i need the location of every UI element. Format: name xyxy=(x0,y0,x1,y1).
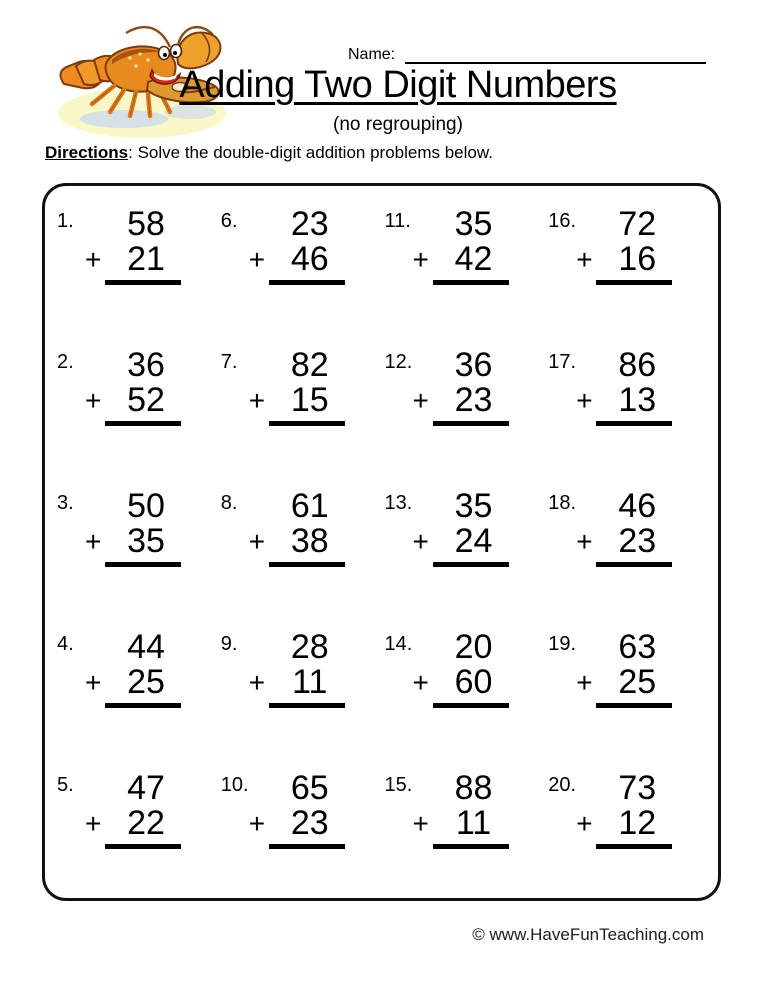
addend-bottom: 21 xyxy=(127,240,165,278)
problem-number: 11. xyxy=(384,210,411,232)
addend-bottom: 35 xyxy=(127,522,165,560)
problem-work-area xyxy=(85,769,181,849)
plus-sign: + xyxy=(85,385,102,416)
answer-line xyxy=(105,280,181,285)
page-subtitle: (no regrouping) xyxy=(333,114,463,135)
problem-work-area xyxy=(576,346,672,426)
problem-work-area xyxy=(412,487,509,567)
problem-number: 3. xyxy=(57,492,74,514)
addition-problem xyxy=(220,487,385,631)
problem-work-area xyxy=(248,487,345,567)
plus-sign: + xyxy=(248,526,266,557)
addend-top: 61 xyxy=(290,487,329,525)
plus-sign: + xyxy=(412,385,429,416)
answer-line xyxy=(596,562,672,567)
answer-line xyxy=(269,562,345,567)
addition-problem xyxy=(384,346,549,490)
problem-number: 8. xyxy=(220,492,238,514)
problem-number: 13. xyxy=(384,492,413,514)
problem-number: 10. xyxy=(220,774,249,796)
problem-work-area xyxy=(248,205,345,285)
addend-top: 50 xyxy=(127,487,165,525)
addition-problem xyxy=(220,346,385,490)
problem-number: 17. xyxy=(548,351,577,373)
addition-problem xyxy=(57,628,221,772)
answer-line xyxy=(105,562,181,567)
problem-work-area xyxy=(85,205,181,285)
plus-sign: + xyxy=(412,526,429,557)
plus-sign: + xyxy=(85,667,102,698)
addend-top: 73 xyxy=(618,769,657,807)
answer-line xyxy=(105,844,181,849)
addend-bottom: 46 xyxy=(290,240,329,278)
problem-number: 15. xyxy=(384,774,413,796)
addend-bottom: 52 xyxy=(127,381,165,419)
addend-bottom: 60 xyxy=(454,663,493,701)
addition-problem xyxy=(57,346,221,490)
problem-number: 5. xyxy=(57,774,74,796)
plus-sign: + xyxy=(576,526,593,557)
addend-bottom: 15 xyxy=(290,381,329,419)
addition-problem xyxy=(548,205,712,349)
answer-line xyxy=(269,703,345,708)
problem-work-area xyxy=(412,346,509,426)
problem-number: 18. xyxy=(548,492,577,514)
name-label: Name: xyxy=(348,46,396,63)
directions-text: : Solve the double-digit addition problems below. xyxy=(128,143,493,162)
directions-label: Directions xyxy=(45,143,129,162)
problem-number: 6. xyxy=(220,210,238,232)
addition-problem xyxy=(548,346,712,490)
answer-line xyxy=(433,844,509,849)
addend-top: 28 xyxy=(290,628,329,666)
addend-top: 63 xyxy=(618,628,657,666)
answer-line xyxy=(105,703,181,708)
addition-problem xyxy=(384,205,549,349)
directions xyxy=(45,143,493,163)
plus-sign: + xyxy=(248,244,266,275)
problem-number: 7. xyxy=(220,351,238,373)
addend-top: 58 xyxy=(127,205,165,243)
addend-top: 44 xyxy=(127,628,165,666)
addition-problem xyxy=(548,628,712,772)
plus-sign: + xyxy=(576,667,593,698)
problem-work-area xyxy=(412,205,509,285)
addend-top: 36 xyxy=(454,346,493,384)
problem-work-area xyxy=(576,487,672,567)
problem-number: 20. xyxy=(548,774,577,796)
addend-bottom: 23 xyxy=(454,381,493,419)
addend-top: 23 xyxy=(290,205,329,243)
addend-top: 82 xyxy=(290,346,329,384)
plus-sign: + xyxy=(85,526,102,557)
answer-line xyxy=(269,280,345,285)
plus-sign: + xyxy=(248,385,266,416)
addend-top: 35 xyxy=(454,205,493,243)
answer-line xyxy=(596,844,672,849)
problem-number: 9. xyxy=(220,633,238,655)
plus-sign: + xyxy=(412,808,429,839)
addend-bottom: 16 xyxy=(618,240,657,278)
addition-problem xyxy=(384,628,549,772)
problem-work-area xyxy=(85,346,181,426)
addend-bottom: 22 xyxy=(127,804,165,842)
addend-bottom: 25 xyxy=(127,663,165,701)
answer-line xyxy=(433,421,509,426)
answer-line xyxy=(433,562,509,567)
problem-number: 4. xyxy=(57,633,74,655)
addition-problem xyxy=(220,628,385,772)
addend-top: 88 xyxy=(454,769,493,807)
answer-line xyxy=(596,421,672,426)
problem-work-area xyxy=(248,346,345,426)
problems-box xyxy=(42,183,721,901)
plus-sign: + xyxy=(85,244,102,275)
plus-sign: + xyxy=(85,808,102,839)
addend-bottom: 11 xyxy=(455,804,492,842)
addition-problem xyxy=(548,769,712,913)
plus-sign: + xyxy=(248,667,266,698)
page-title: Adding Two Digit Numbers xyxy=(179,64,617,106)
problem-work-area xyxy=(576,205,672,285)
problem-work-area xyxy=(576,628,672,708)
addition-problem xyxy=(57,487,221,631)
problem-work-area xyxy=(85,628,181,708)
answer-line xyxy=(269,421,345,426)
addend-bottom: 42 xyxy=(454,240,493,278)
addend-top: 72 xyxy=(618,205,657,243)
addition-problem xyxy=(220,769,385,913)
addend-bottom: 23 xyxy=(290,804,329,842)
problem-number: 19. xyxy=(548,633,577,655)
addend-top: 47 xyxy=(127,769,165,807)
addend-bottom: 12 xyxy=(618,804,657,842)
problem-work-area xyxy=(412,769,509,849)
answer-line xyxy=(105,421,181,426)
addend-top: 65 xyxy=(290,769,329,807)
addition-problem xyxy=(220,205,385,349)
problem-number: 2. xyxy=(57,351,74,373)
addend-top: 35 xyxy=(454,487,493,525)
problem-number: 1. xyxy=(57,210,74,232)
addend-top: 46 xyxy=(618,487,657,525)
addend-bottom: 11 xyxy=(292,663,328,701)
problems-grid xyxy=(57,205,712,913)
answer-line xyxy=(433,280,509,285)
plus-sign: + xyxy=(576,244,593,275)
addend-bottom: 38 xyxy=(290,522,329,560)
addend-top: 36 xyxy=(127,346,165,384)
problem-work-area xyxy=(412,628,509,708)
addition-problem xyxy=(57,769,221,913)
plus-sign: + xyxy=(576,385,593,416)
addition-problem xyxy=(384,769,549,913)
addition-problem xyxy=(57,205,221,349)
plus-sign: + xyxy=(412,667,429,698)
answer-line xyxy=(269,844,345,849)
problem-work-area xyxy=(248,769,345,849)
answer-line xyxy=(596,280,672,285)
addend-top: 86 xyxy=(618,346,657,384)
footer-credit: © www.HaveFunTeaching.com xyxy=(472,925,704,944)
answer-line xyxy=(596,703,672,708)
problem-number: 14. xyxy=(384,633,413,655)
addend-bottom: 25 xyxy=(618,663,657,701)
addition-problem xyxy=(548,487,712,631)
addend-bottom: 23 xyxy=(618,522,657,560)
problem-work-area xyxy=(85,487,181,567)
plus-sign: + xyxy=(412,244,429,275)
addition-problem xyxy=(384,487,549,631)
name-row xyxy=(348,44,706,64)
name-blank-line xyxy=(405,44,706,64)
plus-sign: + xyxy=(576,808,593,839)
plus-sign: + xyxy=(248,808,266,839)
addend-bottom: 13 xyxy=(618,381,657,419)
answer-line xyxy=(433,703,509,708)
addend-top: 20 xyxy=(454,628,493,666)
problem-number: 16. xyxy=(548,210,577,232)
problem-work-area xyxy=(248,628,345,708)
addend-bottom: 24 xyxy=(454,522,493,560)
problem-number: 12. xyxy=(384,351,413,373)
problem-work-area xyxy=(576,769,672,849)
